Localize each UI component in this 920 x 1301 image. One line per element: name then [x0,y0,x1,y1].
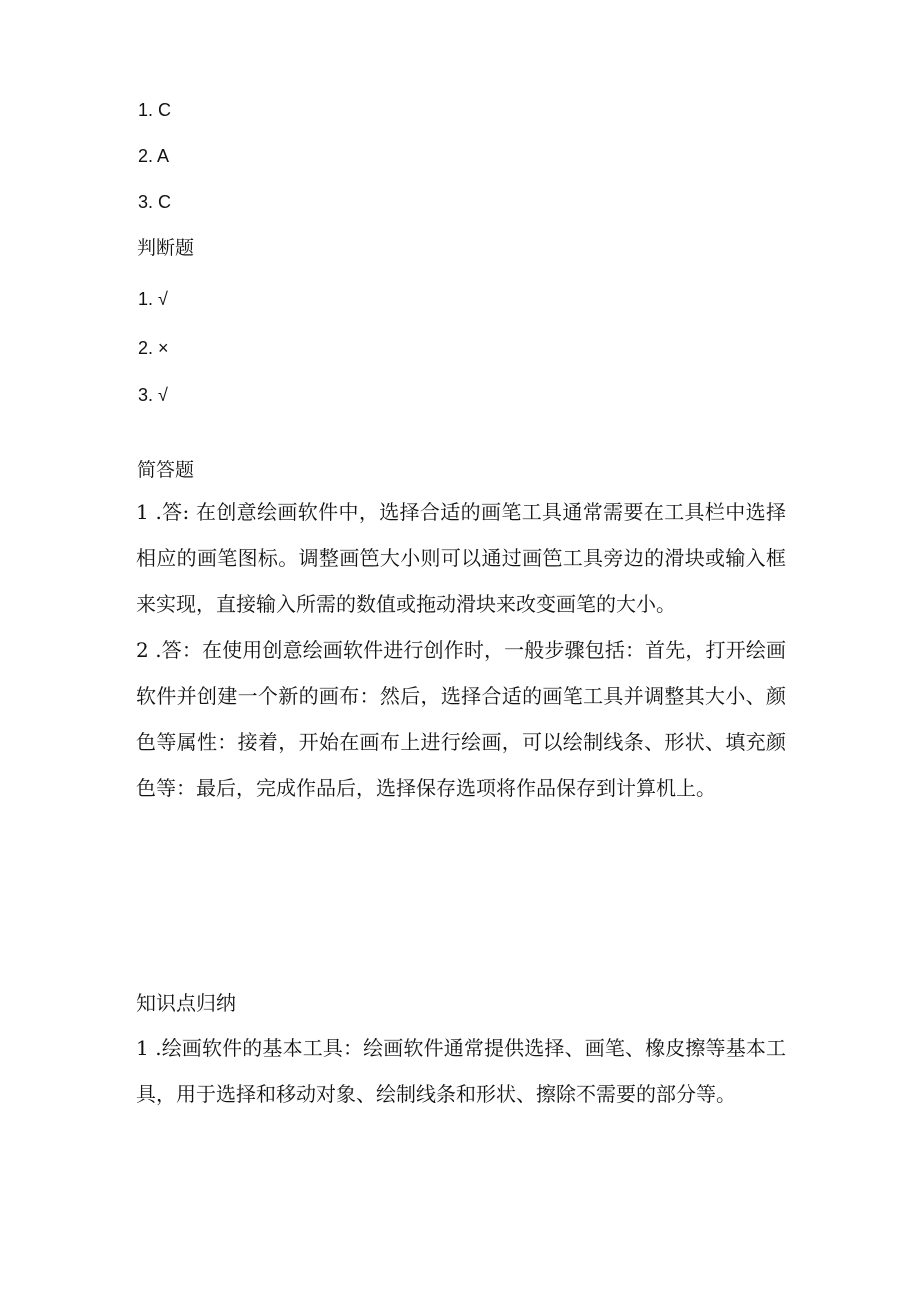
choice-answer-1: 1. C [138,100,172,120]
judgment-answer-2: 2. × [138,338,169,358]
judgment-answer-1: 1. √ [138,289,168,309]
judgment-heading: 判断题 [137,237,195,259]
choice-answer-2: 2. A [138,146,170,166]
choice-answer-3: 3. C [138,192,172,212]
knowledge-item-1: 1 .绘画软件的基本工具：绘画软件通常提供选择、画笔、橡皮擦等基本工具，用于选择和移动对象、绘制线条和形状、擦除不需要的部分等。 [136,1036,786,1106]
short-answer-heading: 简答题 [137,459,195,481]
judgment-answer-3: 3. √ [138,385,168,405]
short-answer-item-1: 1 .答: 在创意绘画软件中，选择合适的画笔工具通常需要在工具栏中选择相应的画笔图标。调整画笆大小则可以通过画笆工具旁边的滑块或输入框来实现，直接输入所需的数值或拖动滑块来改变画笔的大小。 [136,500,786,616]
knowledge-heading: 知识点归纳 [136,991,236,1015]
short-answer-item-2: 2 .答：在使用创意绘画软件进行创作时，一般步骤包括：首先，打开绘画软件并创建一个新的画布：然后，选择合适的画笔工具并调整其大小、颜色等属性：接着，开始在画布上进行绘画，可以绘制线条、形状、填充颜色等：最后，完成作品后，选择保存选项将作品保存到计算机上。 [136,638,786,800]
